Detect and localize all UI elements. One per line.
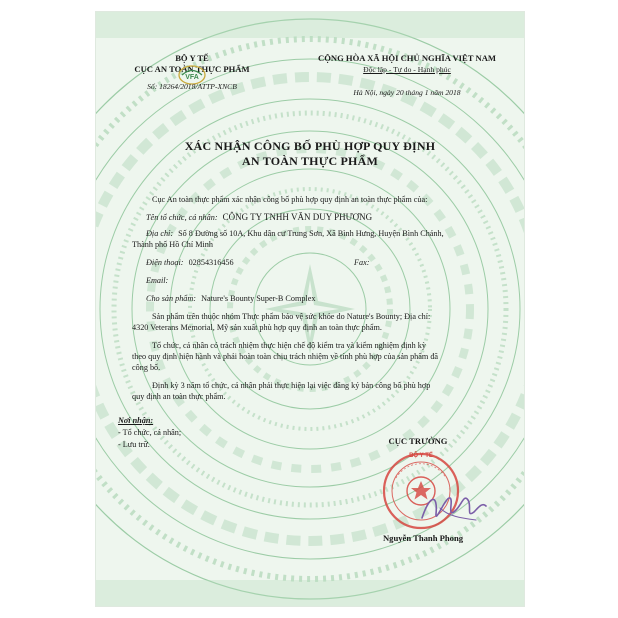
paragraph-2-line3: công bố. [132, 363, 161, 372]
intro-text: Cục An toàn thực phẩm xác nhận công bố phù hợp quy định an toàn thực phẩm của: [152, 195, 428, 204]
paragraph-1-line2: 4320 Veterans Memorial, Mỹ sản xuất phù hợp quy định an toàn thực phẩm. [132, 323, 382, 332]
recipient-item-1: - Tổ chức, cá nhân; [118, 428, 182, 437]
org-label: Tên tổ chức, cá nhân: [146, 213, 218, 222]
paragraph-3-line1: Định kỳ 3 năm tổ chức, cá nhân phải thực hiện lại việc đăng ký bản công bố phù hợp [152, 381, 431, 390]
org-value: CÔNG TY TNHH VĂN DUY PHƯƠNG [222, 212, 373, 222]
phone-value: 02854316456 [188, 258, 234, 267]
national-motto: Độc lập - Tự do - Hạnh phúc [363, 65, 451, 74]
certificate-page [96, 12, 524, 606]
org-row [146, 212, 372, 222]
paragraph-2-line2: theo quy định hiện hành và phải hoàn toàn chịu trách nhiệm về tính phù hợp của sản phẩm đã [132, 352, 439, 361]
address-value-line1: Số 8 Đường số 10A, Khu dân cư Trung Sơn, Xã Bình Hưng, Huyện Bình Chánh, [178, 229, 444, 238]
nation-name: CỘNG HÒA XÃ HỘI CHỦ NGHĨA VIỆT NAM [317, 53, 497, 63]
phone-label: Điện thoại: [146, 258, 184, 267]
paragraph-1-line1: Sản phẩm trên thuộc nhóm Thực phẩm bảo vệ sức khỏe do Nature's Bounty; Địa chỉ: [152, 312, 431, 321]
signer-position: CỤC TRƯỞNG [388, 436, 448, 446]
phone-row [146, 258, 234, 267]
paragraph-3-line2: quy định an toàn thực phẩm. [132, 392, 226, 401]
issue-date: Hà Nội, ngày 20 tháng 1 năm 2018 [353, 88, 461, 97]
recipient-item-2: - Lưu trữ. [118, 440, 150, 449]
document-title-line2: AN TOÀN THỰC PHẨM [242, 154, 378, 168]
svg-text:VFA: VFA [185, 74, 199, 81]
address-value-line2: Thành phố Hồ Chí Minh [132, 240, 213, 249]
product-value: Nature's Bounty Super-B Complex [201, 294, 316, 303]
email-label: Email: [146, 276, 169, 285]
fax-label: Fax: [354, 258, 370, 267]
department-name: CỤC AN TOÀN THỰC PHẨM [134, 64, 250, 74]
handwritten-signature [416, 488, 488, 528]
address-label: Địa chỉ: [146, 229, 174, 238]
document-number: Số: 18264/2018/ATTP-XNCB [147, 82, 237, 91]
recipients-heading: Nơi nhận: [118, 416, 154, 425]
product-row [146, 294, 315, 303]
signer-name: Nguyễn Thanh Phong [382, 533, 464, 543]
product-label: Cho sản phẩm: [146, 294, 197, 303]
ministry-name: BỘ Y TẾ [175, 53, 209, 63]
paragraph-2-line1: Tổ chức, cá nhân có trách nhiệm thực hiện chế độ kiểm tra và kiểm nghiệm định kỳ [152, 341, 426, 350]
document-title-line1: XÁC NHẬN CÔNG BỐ PHÙ HỢP QUY ĐỊNH [184, 139, 436, 153]
address-row [146, 229, 444, 238]
seal-text: BỘ Y TẾ [409, 453, 433, 459]
